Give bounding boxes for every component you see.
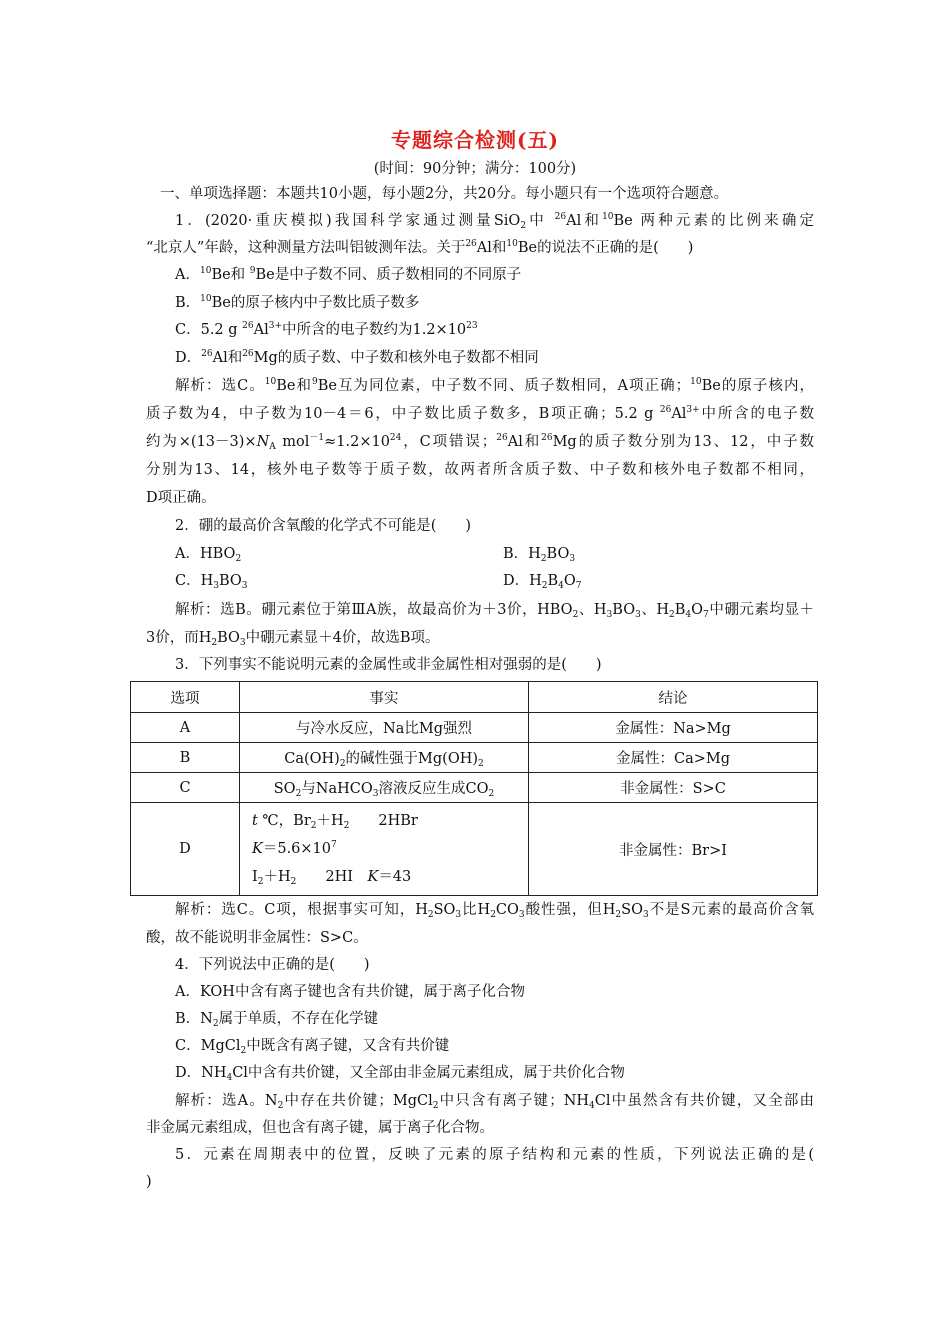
q1-analysis-line5: D项正确。 — [146, 490, 216, 506]
row-d-conclusion: 非金属性：Br>I — [529, 803, 818, 896]
q4-stem: 4．下列说法中正确的是( ) — [175, 957, 370, 973]
q2-stem: 2．硼的最高价含氧酸的化学式不可能是( ) — [175, 518, 472, 534]
row-b-conclusion: 金属性：Ca>Mg — [529, 743, 818, 773]
row-a-fact: 与冷水反应，Na比Mg强烈 — [240, 713, 529, 743]
row-a-option: A — [131, 713, 240, 743]
q2-analysis-line2: 3价，而$H_2BO_3$中硼元素显＋4价，故选B项。 — [146, 630, 440, 648]
row-d-fact — [240, 803, 529, 896]
q4-option-b: B．$N_2$属于单质，不存在化学键 — [175, 1011, 379, 1029]
q2-option-c: C．$H_3BO_3$ — [175, 573, 248, 591]
q1-option-a: A．$^{10}$Be和 $^9$Be是中子数不同、质子数相同的不同原子 — [175, 266, 522, 283]
q1-option-b: B．$^{10}$Be的原子核内中子数比质子数多 — [175, 294, 420, 311]
q3-stem: 3．下列事实不能说明元素的金属性或非金属性相对强弱的是( ) — [175, 657, 602, 673]
q2-analysis-line1: 解析：选B。硼元素位于第ⅢA族，故最高价为＋3价，$HBO_2$、$H_3BO_3$、$H_2B_4O_7$中硼元素均显＋ — [175, 602, 814, 620]
q4-option-a: A．KOH中含有离子键也含有共价键，属于离子化合物 — [175, 984, 525, 1000]
row-c-fact: $SO_2$与NaHCO$_3$溶液反应生成$CO_2$ — [240, 773, 529, 803]
exam-info: (时间：90分钟；满分：100分) — [373, 161, 577, 177]
table-header-row — [131, 682, 818, 713]
table-row — [131, 773, 818, 803]
q2-option-b: B．$H_2BO_3$ — [503, 546, 576, 564]
q3-facts-table — [130, 681, 818, 896]
q1-stem-line2: “北京人”年龄，这种测量方法叫铝铍测年法。关于$^{26}$Al和$^{10}$Be的说法不正确的是( ) — [146, 239, 694, 256]
q3-analysis-line1: 解析：选C。C项，根据事实可知，$H_2SO_3$比$H_2CO_3$酸性强，但$H_2SO_3$不是S元素的最高价含氧 — [175, 902, 814, 920]
row-b-fact: $Ca(OH)_2$的碱性强于$Mg(OH)_2$ — [240, 743, 529, 773]
q1-analysis-line2: 质子数为4，中子数为10－4＝6，中子数比质子数多，B项正确；5.2 g $^{26}Al^{3+}$中所含的电子数 — [146, 405, 814, 422]
row-c-option: C — [131, 773, 240, 803]
row-c-conclusion: 非金属性：S>C — [529, 773, 818, 803]
q2-option-a: A．$HBO_2$ — [175, 546, 242, 564]
q1-analysis-line1: 解析：选C。$^{10}$Be和$^9$Be互为同位素，中子数不同、质子数相同，A项正确；$^{10}$Be的原子核内， — [175, 377, 814, 394]
header-conclusion: 结论 — [529, 682, 818, 713]
row-d-fact-line3: $I_2+H_2$ 2HI K＝43 — [252, 869, 412, 887]
q4-option-d: D．$NH_4Cl$中含有共价键，又全部由非金属元素组成，属于共价化合物 — [175, 1065, 625, 1083]
q1-option-c: C．5.2 g $^{26}Al^{3+}$中所含的电子数约为$1.2\times 10^{23}$ — [175, 321, 478, 338]
row-d-option: D — [131, 803, 240, 896]
q4-analysis-line1: 解析：选A。$N_2$中存在共价键；MgCl$_2$中只含有离子键；$NH_4Cl$中虽然含有共价键，又全部由 — [175, 1093, 814, 1111]
table-row — [131, 743, 818, 773]
header-fact: 事实 — [240, 682, 529, 713]
q4-analysis-line2: 非金属元素组成，但也含有离子键，属于离子化合物。 — [146, 1120, 494, 1136]
table-row — [131, 803, 818, 896]
q4-option-c: C．MgCl$_2$中既含有离子键，又含有共价键 — [175, 1038, 450, 1056]
page-title: 专题综合检测(五) — [391, 128, 559, 152]
q1-analysis-line4: 分别为13、14，核外电子数等于质子数，故两者所含质子数、中子数和核外电子数都不相同， — [146, 462, 814, 478]
row-b-option: B — [131, 743, 240, 773]
q1-analysis-line3: 约为$\times(13-3)\times N_A$ $mol^{-1}\approx 1.2\times 10^{24}$，C项错误；$^{26}$Al和$^{26}$Mg的质子数分别为13、12，中子数 — [146, 433, 814, 452]
section-heading: 一、单项选择题：本题共10小题，每小题2分，共20分。每小题只有一个选项符合题意。 — [160, 186, 729, 202]
row-a-conclusion: 金属性：Na>Mg — [529, 713, 818, 743]
q2-option-d: D．$H_2B_4O_7$ — [503, 573, 582, 591]
header-option: 选项 — [131, 682, 240, 713]
q1-option-d: D．$^{26}$Al和$^{26}$Mg的质子数、中子数和核外电子数都不相同 — [175, 349, 539, 366]
table-row — [131, 713, 818, 743]
row-d-fact-line1: t ℃，$Br_2+H_2$ 2HBr — [252, 813, 418, 831]
q1-stem-line1: 1．(2020·重庆模拟)我国科学家通过测量SiO$_2$中 $^{26}$Al和$^{10}$Be 两种元素的比例来确定 — [175, 212, 815, 231]
row-d-fact-line2: $K=5.6\times 10^7$ — [252, 840, 337, 857]
q5-stem-line2: ) — [146, 1174, 152, 1190]
q3-analysis-line2: 酸，故不能说明非金属性：S>C。 — [146, 930, 368, 946]
q5-stem-line1: 5．元素在周期表中的位置，反映了元素的原子结构和元素的性质，下列说法正确的是( — [175, 1147, 814, 1163]
